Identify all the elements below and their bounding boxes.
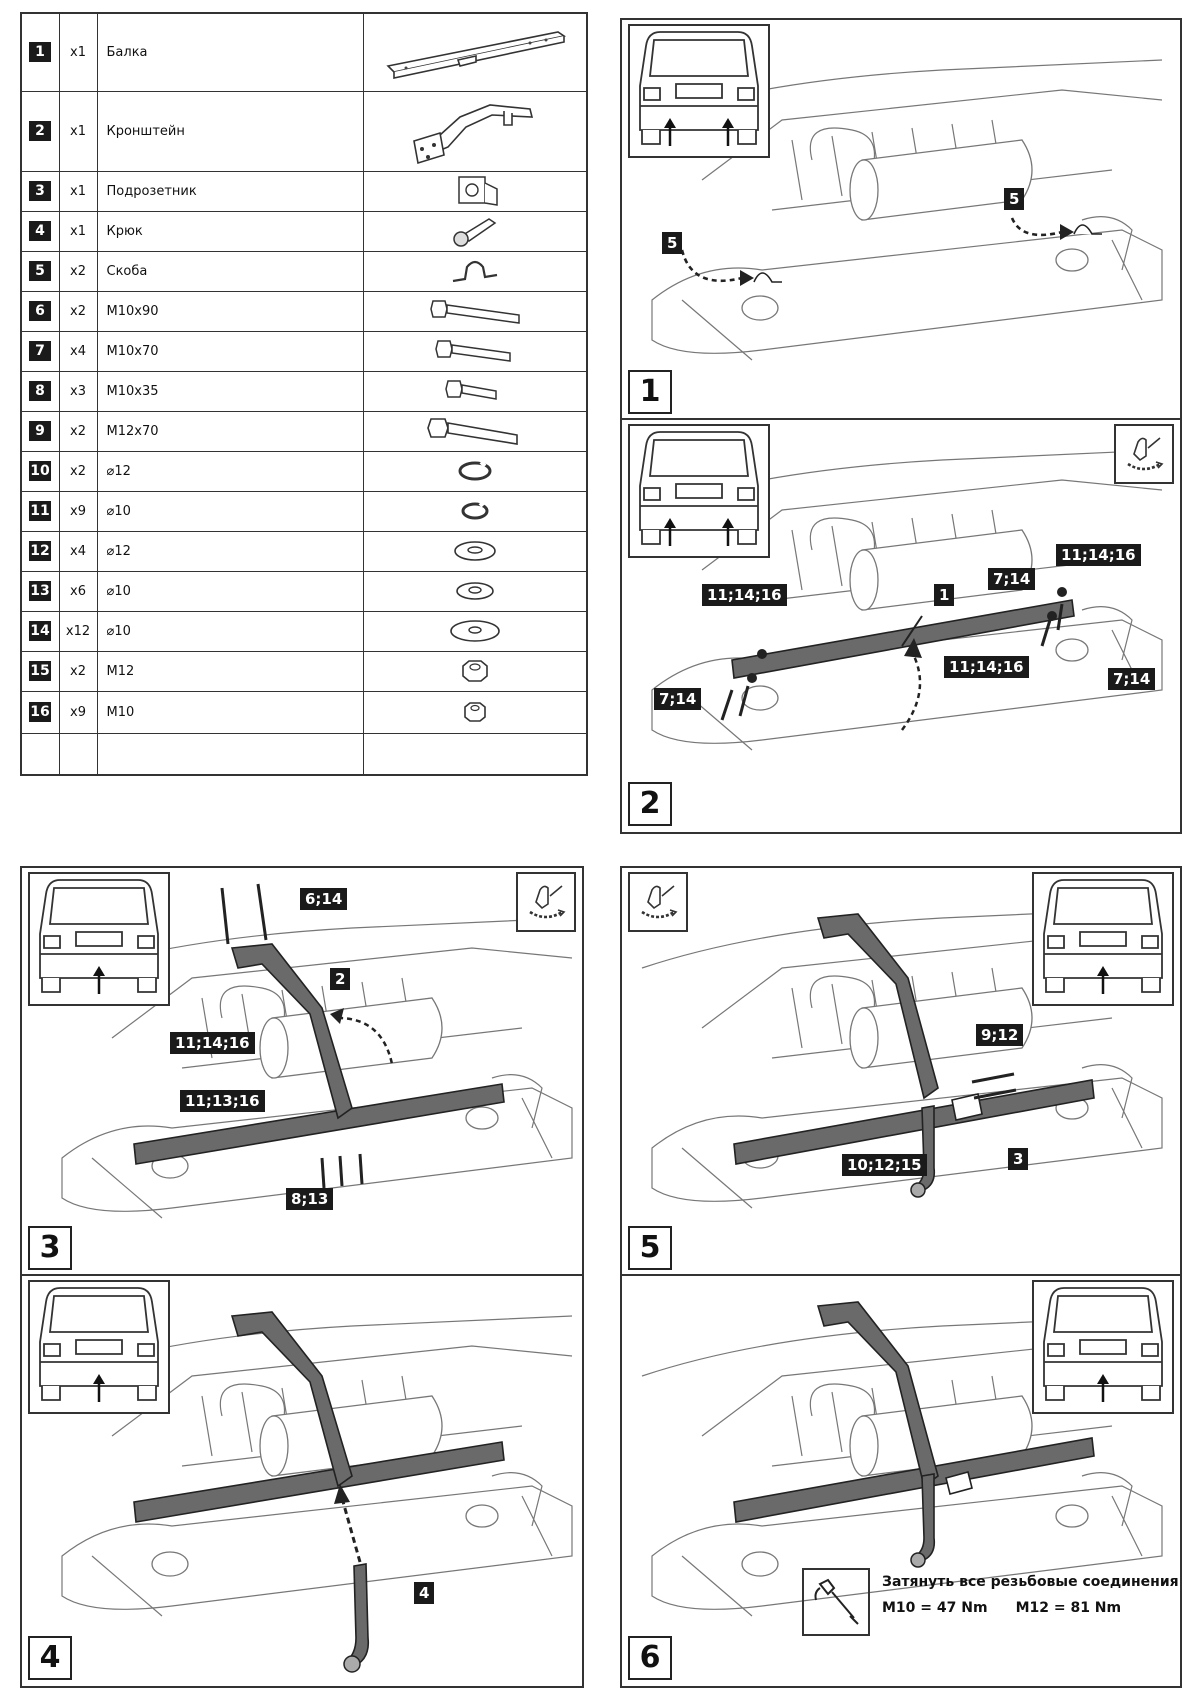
part-name: Кронштейн — [97, 91, 363, 171]
part-number: 8 — [29, 381, 51, 401]
callout-fasteners-right: 11;14;16 — [944, 656, 1029, 678]
part-qty: x4 — [59, 531, 97, 571]
step-number: 3 — [28, 1226, 72, 1270]
clamp-icon — [363, 251, 587, 291]
car-rear-icon — [628, 424, 770, 558]
part-qty: x1 — [59, 211, 97, 251]
part-name: ⌀10 — [97, 491, 363, 531]
torque-note — [802, 1564, 1179, 1640]
part-qty: x2 — [59, 291, 97, 331]
callout-hook: 4 — [414, 1582, 434, 1604]
table-row-empty — [21, 733, 587, 775]
part-qty: x1 — [59, 91, 97, 171]
part-name: ⌀10 — [97, 571, 363, 611]
table-row — [21, 571, 587, 611]
step-number: 2 — [628, 782, 672, 826]
hook-icon — [363, 211, 587, 251]
flat-washer-icon — [363, 531, 587, 571]
part-number: 14 — [30, 623, 50, 639]
callout-short-bolts: 8;13 — [286, 1188, 333, 1210]
table-row — [21, 531, 587, 571]
callout-fasteners-top-right: 11;14;16 — [1056, 544, 1141, 566]
step-number: 5 — [628, 1226, 672, 1270]
part-number: 10 — [30, 463, 50, 479]
callout-beam: 1 — [934, 584, 954, 606]
part-number: 5 — [29, 261, 51, 281]
step-3-panel — [20, 866, 584, 1278]
part-qty: x12 — [59, 611, 97, 651]
table-row — [21, 451, 587, 491]
nut-icon — [363, 691, 587, 733]
part-name: M12x70 — [97, 411, 363, 451]
callout-nuts-washers: 10;12;15 — [842, 1154, 927, 1176]
car-rear-icon — [628, 24, 770, 158]
table-row — [21, 651, 587, 691]
part-name: ⌀12 — [97, 451, 363, 491]
callout-fasteners-middle: 11;13;16 — [180, 1090, 265, 1112]
table-row — [21, 171, 587, 211]
step-6-panel — [620, 1274, 1182, 1688]
part-name: M10x35 — [97, 371, 363, 411]
callout-fasteners-upper: 11;14;16 — [170, 1032, 255, 1054]
car-rear-icon — [28, 872, 170, 1006]
bolt-medium-icon — [363, 331, 587, 371]
part-qty: x1 — [59, 171, 97, 211]
torque-title: Затянуть все резьбовые соединения — [882, 1574, 1179, 1590]
table-row — [21, 411, 587, 451]
parts-table-body — [21, 13, 587, 775]
nut-icon — [363, 651, 587, 691]
part-qty: x4 — [59, 331, 97, 371]
callout-large-bolts: 9;12 — [976, 1024, 1023, 1046]
callout-bolts-top-right: 7;14 — [988, 568, 1035, 590]
car-rear-icon — [1032, 1280, 1174, 1414]
table-row — [21, 331, 587, 371]
step-number: 6 — [628, 1636, 672, 1680]
bolt-large-icon — [363, 411, 587, 451]
step-2-panel — [620, 418, 1182, 834]
part-name: ⌀10 — [97, 611, 363, 651]
part-qty: x6 — [59, 571, 97, 611]
part-name: Крюк — [97, 211, 363, 251]
flat-washer-icon — [363, 571, 587, 611]
spring-washer-icon — [363, 491, 587, 531]
table-row — [21, 211, 587, 251]
part-qty: x2 — [59, 251, 97, 291]
part-name: M10 — [97, 691, 363, 733]
socket-plate-icon — [363, 171, 587, 211]
table-row — [21, 291, 587, 331]
part-qty: x2 — [59, 451, 97, 491]
part-name: M12 — [97, 651, 363, 691]
part-qty: x3 — [59, 371, 97, 411]
part-number: 6 — [29, 301, 51, 321]
callout-bolts-right: 7;14 — [1108, 668, 1155, 690]
callout-long-bolts: 6;14 — [300, 888, 347, 910]
part-number: 2 — [29, 121, 51, 141]
part-qty: x1 — [59, 13, 97, 91]
spring-washer-icon — [363, 451, 587, 491]
bracket-icon — [363, 91, 587, 171]
beam-icon — [363, 13, 587, 91]
car-rear-icon — [28, 1280, 170, 1414]
callout-clamp-right: 5 — [1004, 188, 1024, 210]
wrench-hand-icon — [1114, 424, 1174, 484]
part-name: ⌀12 — [97, 531, 363, 571]
part-name: Балка — [97, 13, 363, 91]
part-name: M10x70 — [97, 331, 363, 371]
part-number: 9 — [29, 421, 51, 441]
bolt-short-icon — [363, 371, 587, 411]
part-qty: x9 — [59, 491, 97, 531]
car-rear-icon — [1032, 872, 1174, 1006]
table-row — [21, 491, 587, 531]
table-row — [21, 91, 587, 171]
part-number: 11 — [30, 503, 50, 519]
part-qty: x2 — [59, 411, 97, 451]
part-number: 16 — [30, 704, 50, 720]
part-qty: x9 — [59, 691, 97, 733]
callout-bracket: 2 — [330, 968, 350, 990]
table-row — [21, 251, 587, 291]
parts-table — [20, 12, 588, 776]
step-number: 1 — [628, 370, 672, 414]
step-number: 4 — [28, 1636, 72, 1680]
torque-m12: M12 = 81 Nm — [1015, 1600, 1122, 1616]
torque-m10: M10 = 47 Nm — [882, 1600, 988, 1616]
bolt-long-icon — [363, 291, 587, 331]
callout-bolts-left: 7;14 — [654, 688, 701, 710]
part-name: Скоба — [97, 251, 363, 291]
part-name: Подрозетник — [97, 171, 363, 211]
wrench-hand-icon — [628, 872, 688, 932]
step-5-panel — [620, 866, 1182, 1278]
table-row — [21, 371, 587, 411]
part-number: 4 — [29, 221, 51, 241]
part-number: 15 — [30, 663, 50, 679]
wrench-hand-icon — [516, 872, 576, 932]
part-number: 1 — [29, 42, 51, 62]
torque-values — [882, 1600, 1121, 1616]
part-number: 3 — [29, 181, 51, 201]
part-number: 7 — [29, 341, 51, 361]
wide-washer-icon — [363, 611, 587, 651]
callout-socket-plate: 3 — [1008, 1148, 1028, 1170]
callout-clamp-left: 5 — [662, 232, 682, 254]
torque-wrench-icon — [802, 1568, 870, 1636]
part-qty: x2 — [59, 651, 97, 691]
step-4-panel — [20, 1274, 584, 1688]
callout-fasteners-left: 11;14;16 — [702, 584, 787, 606]
table-row — [21, 691, 587, 733]
part-name: M10x90 — [97, 291, 363, 331]
part-number: 12 — [30, 543, 50, 559]
table-row — [21, 611, 587, 651]
part-number: 13 — [30, 583, 50, 599]
table-row — [21, 13, 587, 91]
step-1-panel — [620, 18, 1182, 422]
